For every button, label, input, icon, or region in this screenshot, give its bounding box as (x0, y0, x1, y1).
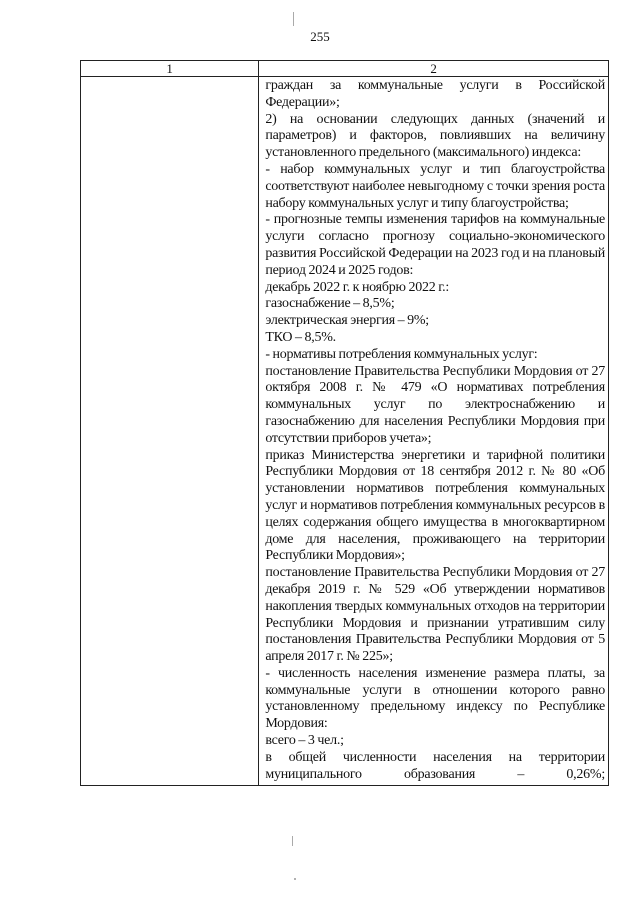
column-header-1: 1 (81, 61, 259, 77)
paragraph-norms-heading: - нормативы потребления коммунальных услуг: (265, 346, 538, 362)
paragraph-december-ref: декабрь 2022 г. к ноябрю 2022 г.: (265, 279, 449, 295)
scan-artifact (293, 12, 294, 26)
scan-artifact (294, 878, 296, 880)
paragraph-electricity-rate: электрическая энергия – 9%; (265, 313, 429, 329)
paragraph-population-total: всего – 3 чел.; (265, 733, 344, 749)
paragraph-tko-rate: ТКО – 8,5%. (265, 329, 336, 345)
paragraph-resolution-479: постановление Правительства Республики Мордовия от 27 октября 2008 г. № 479 «О нормативах потребления коммунальных услуг по электроснабжению и газоснабжению для населения Республики Мордовия при отсутствии приборов учета»; (265, 363, 605, 446)
paragraph-population-share: в общей численности населения на территории муниципального образования – 0,26%; (265, 749, 605, 782)
table-header-row (81, 61, 609, 77)
paragraph-resolution-529: постановление Правительства Республики Мордовия от 27 декабря 2019 г. № 529 «Об утверждении нормативов накопления твердых коммунальных отходов на территории Республики Мордовия и признании утратившим силу постановления Правительства Республики Мордовия от 5 апреля 2017 г. № 225»; (265, 565, 605, 665)
document-table (80, 60, 609, 786)
paragraph-services-set: - набор коммунальных услуг и тип благоустройства соответствуют наиболее невыгодному с точки зрения роста набору коммунальных услуг и типу благоустройства; (265, 161, 605, 211)
paragraph-gas-rate: газоснабжение – 8,5%; (265, 296, 395, 312)
column-header-2: 2 (259, 61, 609, 77)
column-2-cell (259, 77, 609, 786)
paragraph-data-basis: 2) на основании следующих данных (значений и параметров) и факторов, повлиявших на величину установленного предельного (максимального) индекса: (265, 111, 605, 161)
cell-content (259, 77, 608, 785)
paragraph-citizens-fees: граждан за коммунальные услуги в Российской Федерации»; (265, 78, 605, 110)
column-1-cell (81, 77, 259, 786)
page-number: 255 (310, 29, 330, 44)
scan-artifact (292, 836, 293, 846)
paragraph-order-80: приказ Министерства энергетики и тарифной политики Республики Мордовия от 18 сентября 2012 г. № 80 «Об установлении нормативов потребления коммунальных услуг и нормативов потребления коммунальных ресурсов в целях содержания общего имущества в многоквартирном доме для населения, проживающего на территории Республики Мордовия»; (265, 447, 605, 564)
paragraph-population-heading: - численность населения изменение размера платы, за коммунальные услуги в отношении которого равно установленному предельному индексу по Республике Мордовия: (265, 665, 605, 732)
paragraph-tariff-forecast: - прогнозные темпы изменения тарифов на коммунальные услуги согласно прогнозу социально-экономического развития Российской Федерации на 2023 год и на плановый период 2024 и 2025 годов: (265, 212, 605, 278)
table-row (81, 77, 609, 786)
